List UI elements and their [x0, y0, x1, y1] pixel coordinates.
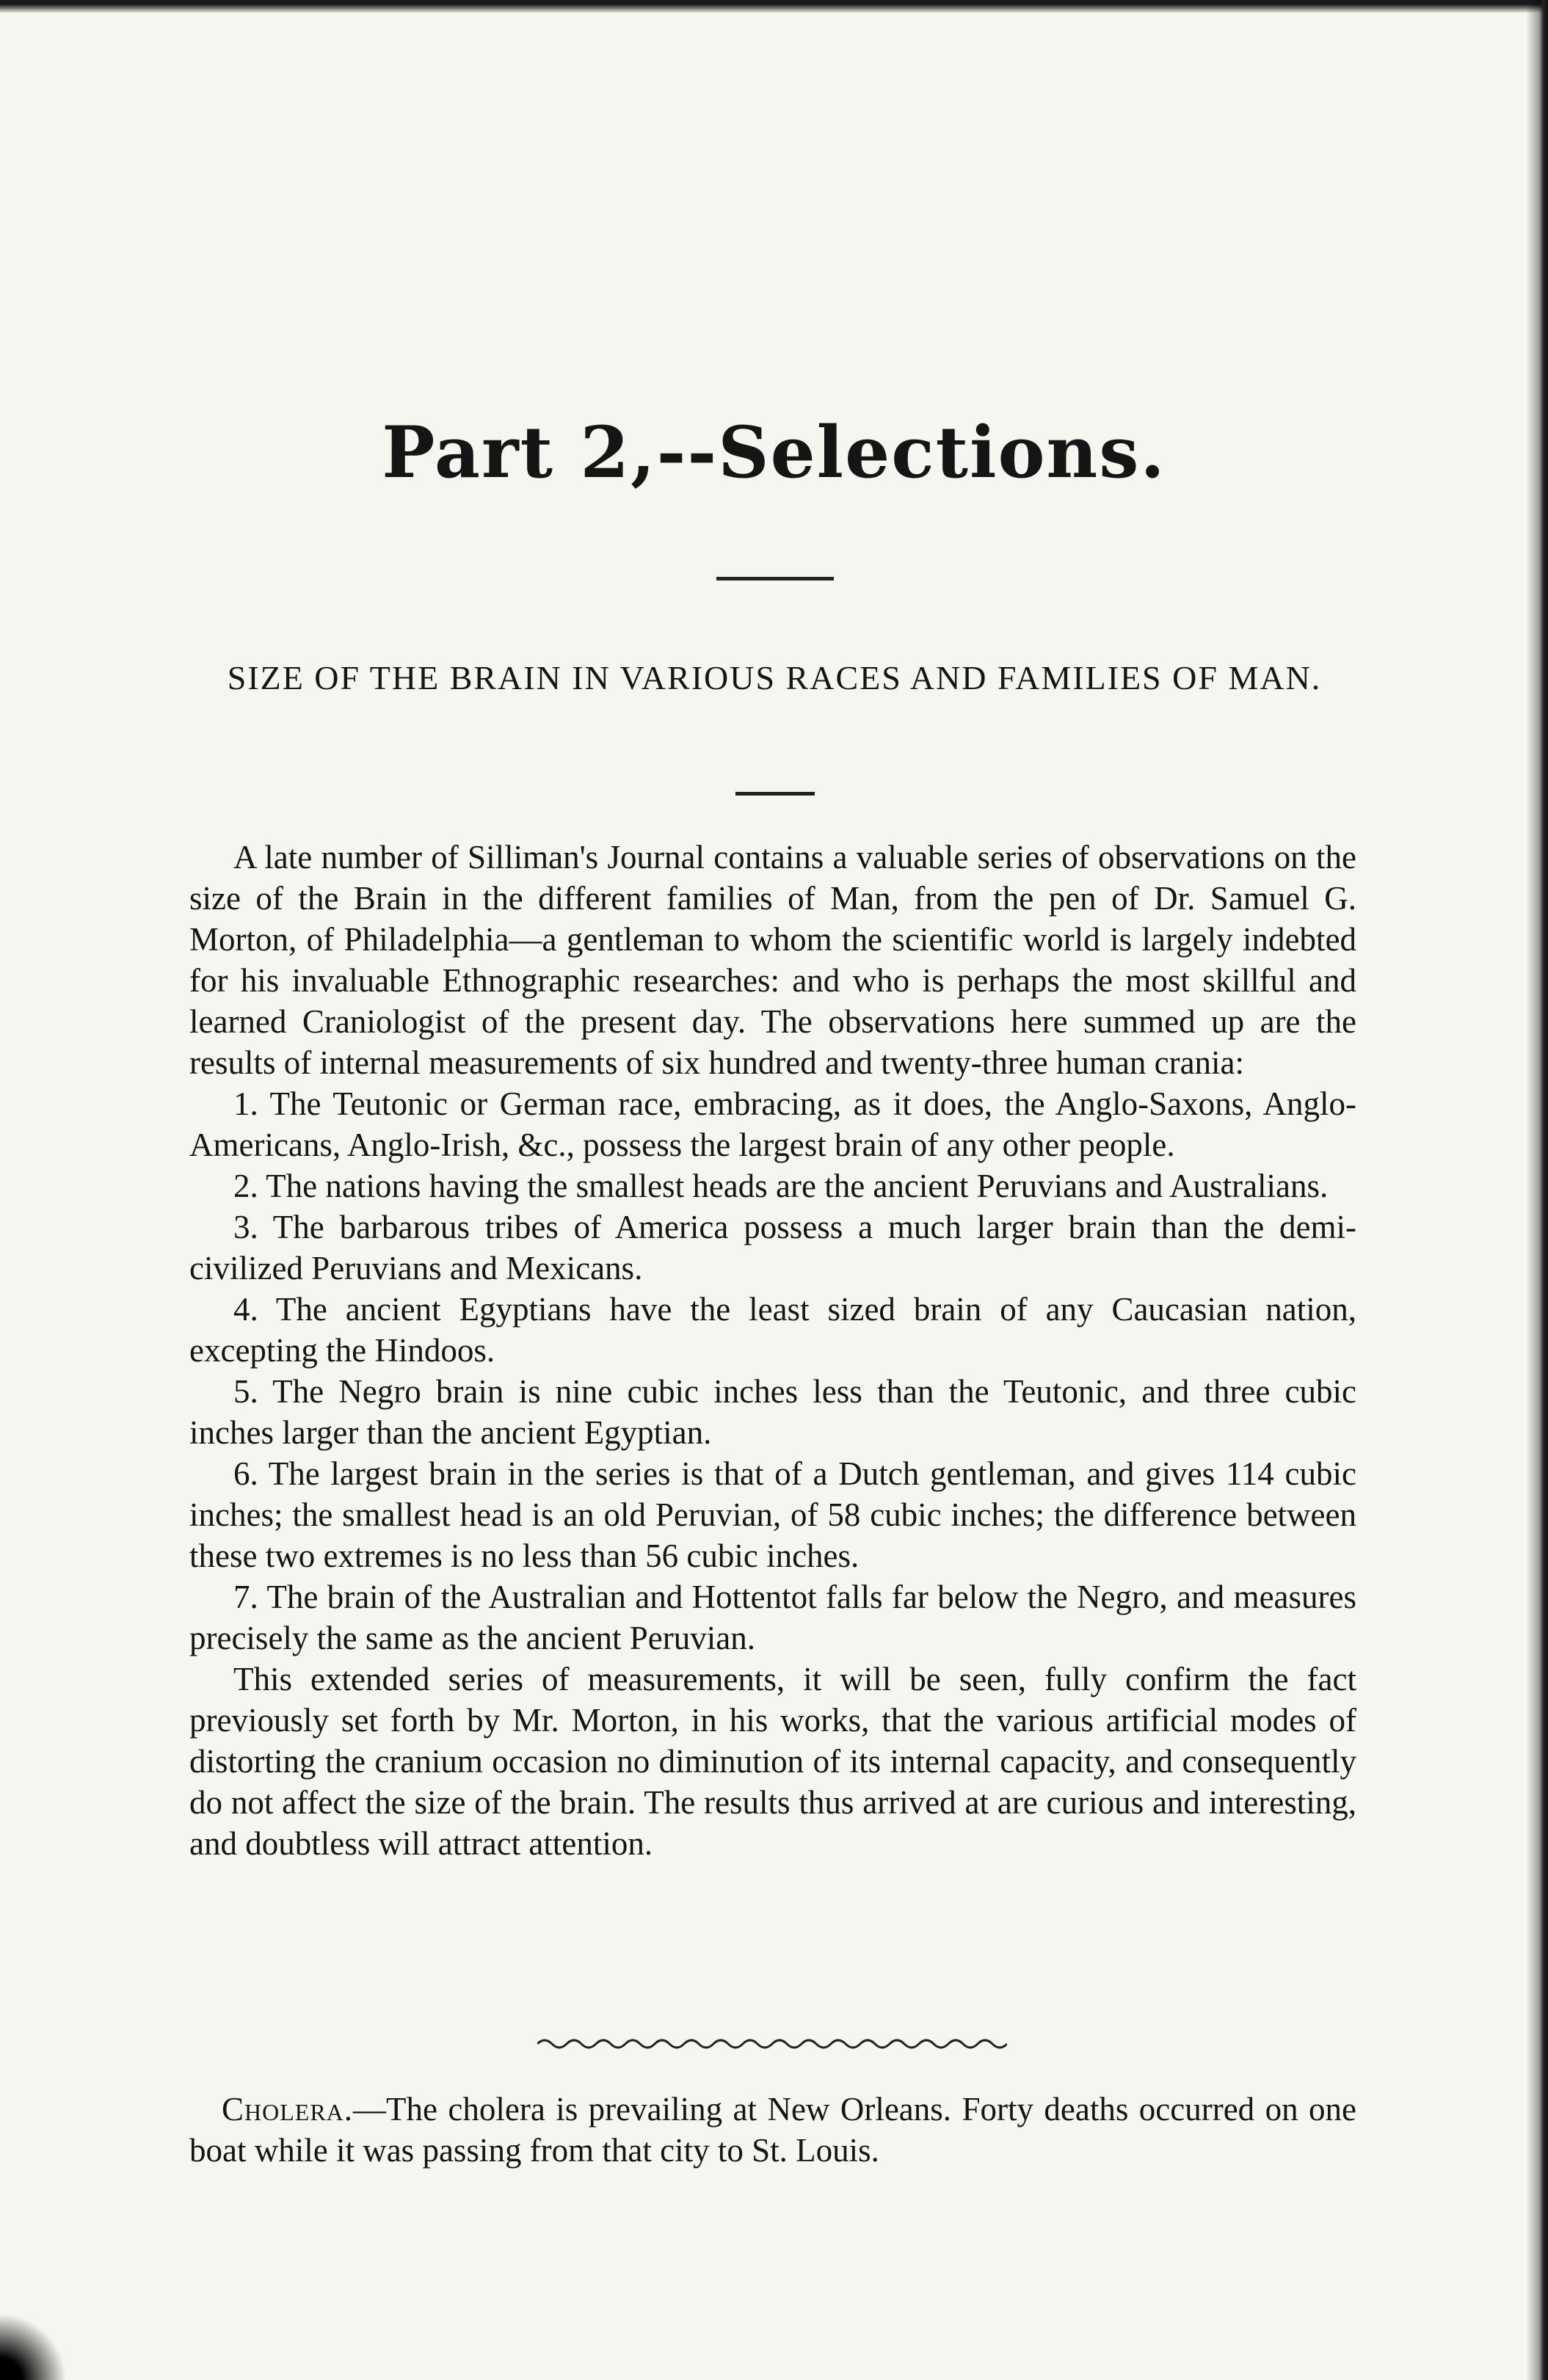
heading-rule — [716, 577, 834, 581]
list-item: 1. The Teutonic or German race, embracing, as it does, the Anglo-Saxons, Anglo-Americans, Anglo-Irish, &c., possess the largest brain of any other people. — [189, 1085, 1356, 1163]
list-item: 6. The largest brain in the series is that of a Dutch gentleman, and gives 114 cubic inches; the smallest head is an old Peruvian, of 58 cubic inches; the difference between these two extremes is no less than 56 cubic inches. — [189, 1455, 1356, 1574]
list-item: 7. The brain of the Australian and Hottentot falls far below the Negro, and measures precisely the same as the ancient Peruvian. — [189, 1579, 1356, 1656]
list-item: 5. The Negro brain is nine cubic inches less than the Teutonic, and three cubic inches larger than the ancient Egyptian. — [189, 1373, 1356, 1451]
conclusion-paragraph: This extended series of measurements, it will be seen, fully confirm the fact previously set forth by Mr. Morton, in his works, that the various artificial modes of distorting the cranium occasion no diminution of its internal capacity, and consequently do not affect the size of the brain. The results thus arrived at are curious and interesting, and doubtless will attract attention. — [189, 1661, 1356, 1862]
news-item — [189, 2089, 1356, 2171]
intro-paragraph: A late number of Silliman's Journal contains a valuable series of observations on the size of the Brain in the different families of Man, from the pen of Dr. Samuel G. Morton, of Philadelphia—a gentleman to whom the scientific world is largely indebted for his invaluable Ethnographic researches: and who is perhaps the most skillful and learned Craniologist of the present day. The observations here summed up are the results of internal measurements of six hundred and twenty-three human crania: — [189, 839, 1356, 1081]
part-heading: Part 2,--Selections. — [382, 411, 1166, 494]
title-rule — [735, 792, 815, 796]
news-label: Cholera. — [222, 2091, 354, 2128]
wavy-divider — [537, 2033, 1007, 2055]
article-body — [189, 837, 1356, 1864]
article-title: SIZE OF THE BRAIN IN VARIOUS RACES AND FAMILIES OF MAN. — [227, 659, 1322, 696]
list-item: 4. The ancient Egyptians have the least sized brain of any Caucasian nation, excepting the Hindoos. — [189, 1291, 1356, 1369]
list-item: 3. The barbarous tribes of America possess a much larger brain than the demi-civilized Peruvians and Mexicans. — [189, 1209, 1356, 1287]
list-item: 2. The nations having the smallest heads are the ancient Peruvians and Australians. — [233, 1168, 1329, 1204]
page-edge-top — [0, 0, 1548, 13]
news-text: —The cholera is prevailing at New Orleans. Forty deaths occurred on one boat while it was passing from that city to St. Louis. — [189, 2091, 1356, 2169]
page-edge-right — [1526, 0, 1548, 2380]
page-corner-shadow — [0, 2314, 81, 2380]
